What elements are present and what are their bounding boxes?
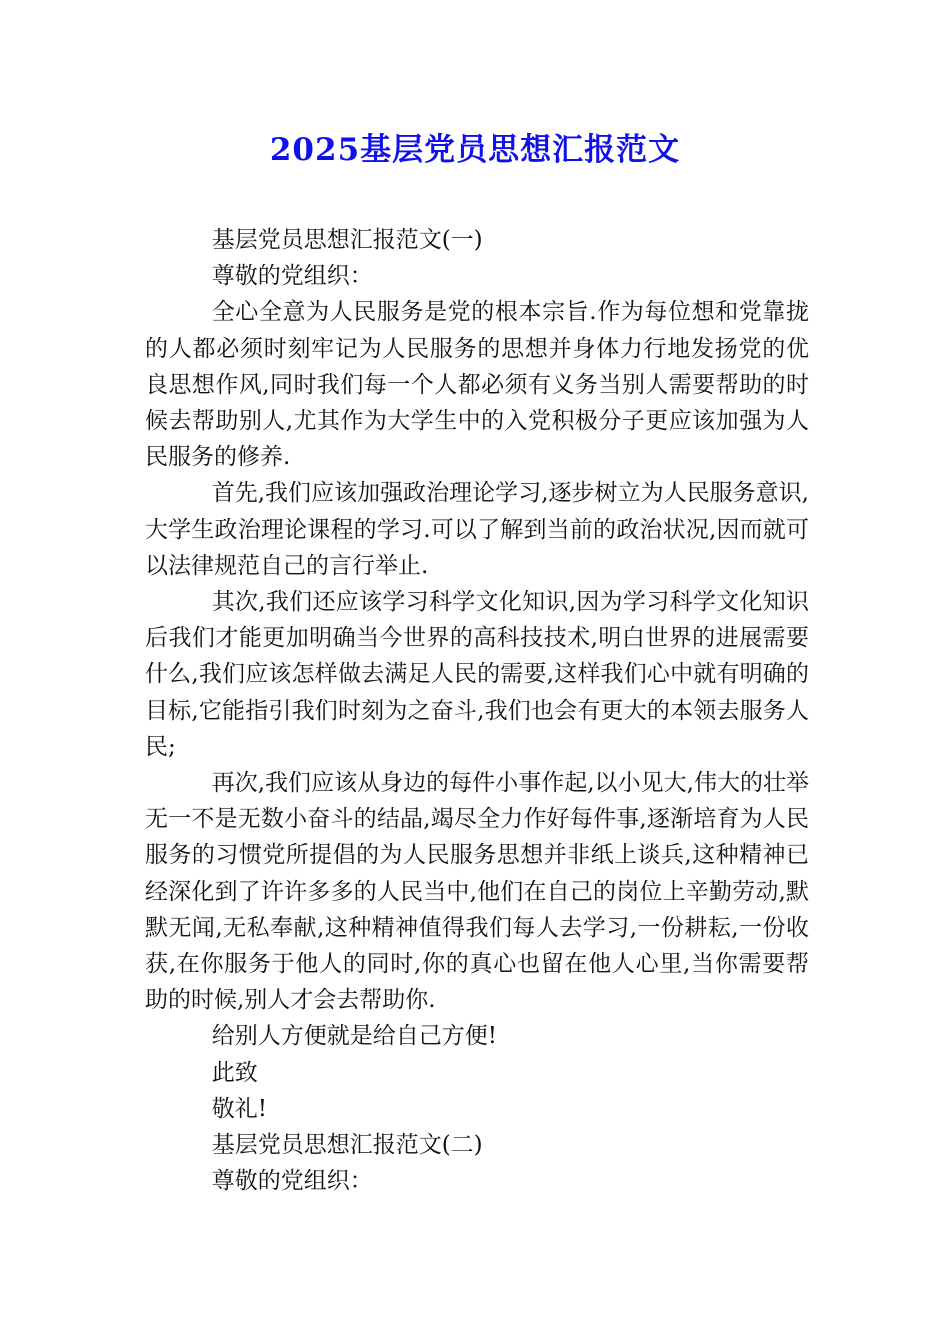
section-heading-one: 基层党员思想汇报范文(一) [211, 227, 483, 253]
document-title: 2025基层党员思想汇报范文 [269, 132, 681, 168]
body-paragraph: 其次,我们还应该学习科学文化知识,因为学习科学文化知识后我们才能更加明确当今世界的高科技技术,明白世界的进展需要什么,我们应该怎样做去满足人民的需要,这样我们心中就有明确的目标,它能指引我们时刻为之奋斗,我们也会有更大的本领去服务人民; [145, 589, 809, 760]
closing-jingli: 敬礼! [211, 1095, 267, 1122]
body-paragraph: 再次,我们应该从身边的每件小事作起,以小见大,伟大的壮举无一不是无数小奋斗的结晶,竭尽全力作好每件事,逐渐培育为人民服务的习惯党所提倡的为人民服务思想并非纸上谈兵,这种精神已经深化到了许许多多的人民当中,他们在自己的岗位上辛勤劳动,默默无闻,无私奉献,这种精神值得我们每人去学习,一份耕耘,一份收获,在你服务于他人的同时,你的真心也留在他人心里,当你需要帮助的时候,别人才会去帮助你. [145, 770, 809, 1014]
salutation: 尊敬的党组织： [211, 263, 373, 290]
body-paragraph: 全心全意为人民服务是党的根本宗旨.作为每位想和党靠拢的人都必须时刻牢记为人民服务的思想并身体力行地发扬党的优良思想作风,同时我们每一个人都必须有义务当别人需要帮助的时候去帮助别人,尤其作为大学生中的入党积极分子更应该加强为人民服务的修养. [145, 299, 809, 471]
document-body [145, 222, 809, 1199]
closing-cizhi: 此致 [211, 1059, 258, 1086]
section-heading-two: 基层党员思想汇报范文(二) [211, 1132, 483, 1159]
salutation-two: 尊敬的党组织： [211, 1168, 373, 1195]
body-paragraph: 首先,我们应该加强政治理论学习,逐步树立为人民服务意识,大学生政治理论课程的学习.可以了解到当前的政治状况,因而就可以法律规范自己的言行举止. [145, 480, 809, 579]
closing-line: 给别人方便就是给自己方便! [211, 1023, 497, 1050]
